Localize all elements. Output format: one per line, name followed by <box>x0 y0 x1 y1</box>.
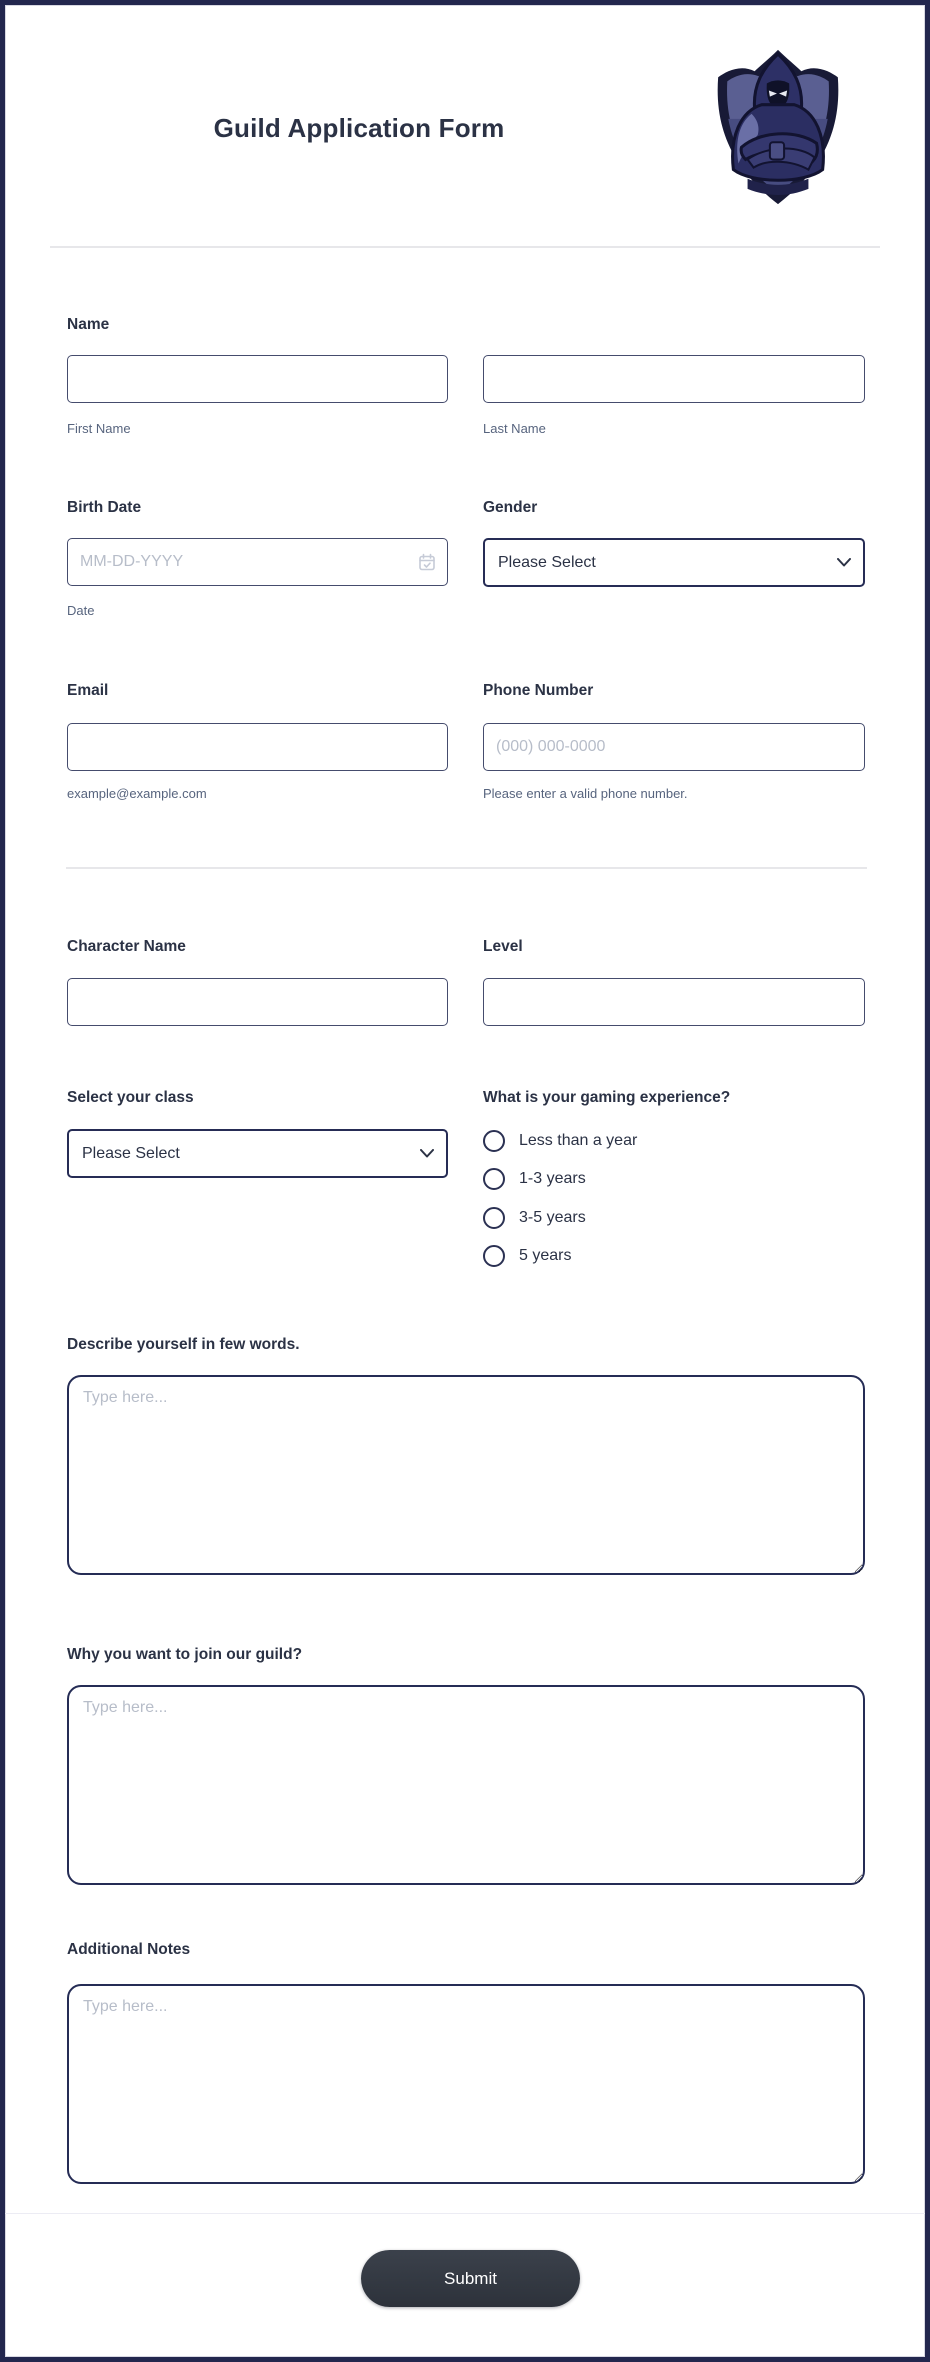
why-join-label: Why you want to join our guild? <box>67 1646 303 1663</box>
email-label: Email <box>67 682 109 699</box>
phone-input[interactable] <box>483 723 865 771</box>
submit-button[interactable]: Submit <box>361 2250 580 2307</box>
phone-sublabel: Please enter a valid phone number. <box>483 786 688 801</box>
guild-logo <box>707 43 849 211</box>
describe-label: Describe yourself in few words. <box>67 1336 300 1353</box>
radio-button[interactable] <box>483 1168 505 1190</box>
gender-label: Gender <box>483 499 538 516</box>
radio-label: Less than a year <box>519 1132 638 1149</box>
radio-label: 3-5 years <box>519 1209 586 1226</box>
class-label: Select your class <box>67 1089 194 1106</box>
hooded-figure-shield-icon <box>707 43 849 211</box>
last-name-sublabel: Last Name <box>483 421 546 436</box>
gender-select-wrap <box>483 538 865 587</box>
phone-label: Phone Number <box>483 682 594 699</box>
experience-option-5-years[interactable] <box>483 1244 571 1268</box>
birth-date-label: Birth Date <box>67 499 142 516</box>
gender-select[interactable] <box>483 538 865 587</box>
radio-label: 1-3 years <box>519 1170 586 1187</box>
date-sublabel: Date <box>67 603 95 618</box>
why-join-textarea[interactable] <box>67 1685 865 1885</box>
name-label: Name <box>67 316 110 333</box>
experience-option-less-than-a-year[interactable] <box>483 1129 637 1153</box>
additional-notes-textarea[interactable] <box>67 1984 865 2184</box>
birth-date-input[interactable] <box>67 538 448 586</box>
class-select-wrap <box>67 1129 448 1178</box>
experience-option-1-3-years[interactable] <box>483 1167 586 1191</box>
radio-label: 5 years <box>519 1247 572 1264</box>
class-select[interactable] <box>67 1129 448 1178</box>
last-name-input[interactable] <box>483 355 865 403</box>
level-input[interactable] <box>483 978 865 1026</box>
character-name-label: Character Name <box>67 938 186 955</box>
experience-option-3-5-years[interactable] <box>483 1206 586 1230</box>
email-sublabel: example@example.com <box>67 786 207 801</box>
character-name-input[interactable] <box>67 978 448 1026</box>
section-divider <box>66 867 867 869</box>
header-divider <box>50 246 880 248</box>
radio-button[interactable] <box>483 1245 505 1267</box>
calendar-check-icon[interactable] <box>417 552 437 572</box>
page-title: Guild Application Form <box>213 113 505 143</box>
experience-label: What is your gaming experience? <box>483 1089 731 1106</box>
describe-textarea[interactable] <box>67 1375 865 1575</box>
email-input[interactable] <box>67 723 448 771</box>
birth-date-field <box>67 538 448 586</box>
level-label: Level <box>483 938 523 955</box>
additional-notes-label: Additional Notes <box>67 1941 191 1958</box>
first-name-input[interactable] <box>67 355 448 403</box>
footer-divider <box>5 2213 925 2214</box>
radio-button[interactable] <box>483 1207 505 1229</box>
radio-button[interactable] <box>483 1130 505 1152</box>
first-name-sublabel: First Name <box>67 421 131 436</box>
